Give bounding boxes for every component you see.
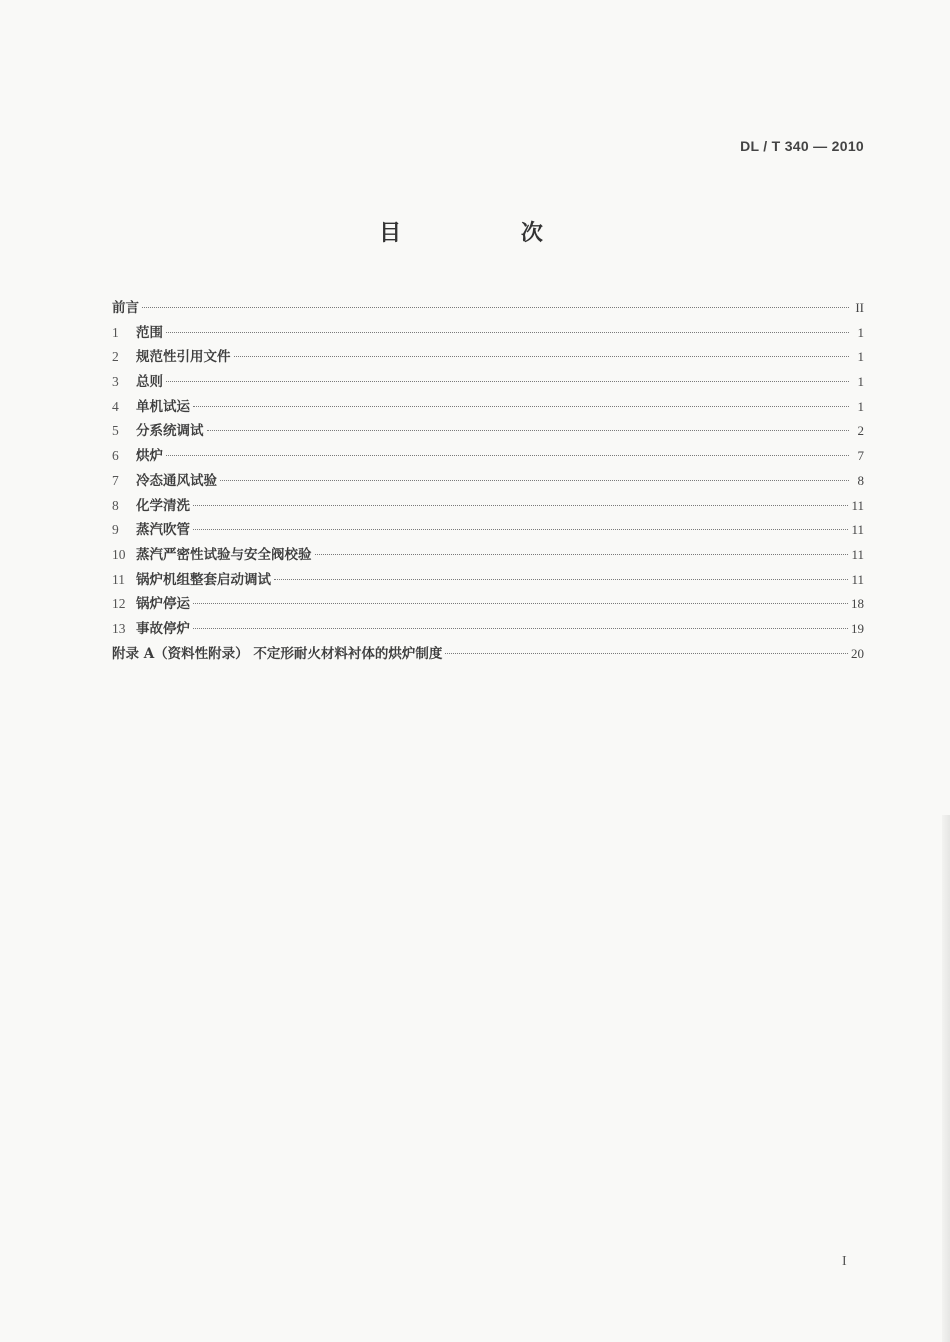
toc-entry-number: 11 <box>112 571 125 587</box>
toc-entry-label: 锅炉机组整套启动调试 <box>136 571 271 588</box>
toc-entry-13[interactable] <box>112 617 864 642</box>
footer-page-number: I <box>842 1254 847 1269</box>
toc-entry-label: 事故停炉 <box>136 620 190 637</box>
toc-entry-page: 11 <box>851 522 864 538</box>
toc-entry-page: 11 <box>851 497 864 513</box>
toc-leader <box>274 579 848 580</box>
toc-leader <box>193 505 848 506</box>
toc-entry-label: 前言 <box>112 300 139 316</box>
toc-entry-1[interactable] <box>112 321 864 346</box>
toc-entry-4[interactable] <box>112 395 864 420</box>
toc-entry-number: 2 <box>112 349 119 365</box>
toc-entry-10[interactable] <box>112 543 864 568</box>
toc-entry-page: 20 <box>851 645 864 661</box>
toc-entry-2[interactable] <box>112 345 864 370</box>
toc-entry-label: 附录 A（资料性附录） 不定形耐火材料衬体的烘炉制度 <box>112 645 443 662</box>
toc-entry-page: 1 <box>857 349 864 365</box>
toc-entry-label: 蒸汽吹管 <box>136 522 190 539</box>
toc-entry-12[interactable] <box>112 592 864 617</box>
toc-leader <box>315 554 849 555</box>
toc-entry-number: 4 <box>112 398 119 414</box>
toc-entry-label: 锅炉停运 <box>136 596 190 613</box>
toc-entry-number: 10 <box>112 546 126 562</box>
toc-entry-number: 3 <box>112 374 119 390</box>
toc-leader <box>193 529 848 530</box>
toc-entry-page: 7 <box>857 448 864 464</box>
toc-entry-page: 18 <box>851 596 864 612</box>
toc-leader <box>220 480 849 481</box>
toc-entry-number: 12 <box>112 596 126 612</box>
toc-entry-label: 烘炉 <box>136 448 163 465</box>
toc-leader <box>166 381 849 382</box>
toc-entry-page: 1 <box>857 374 864 390</box>
toc-entry-page: 2 <box>857 423 864 439</box>
toc-entry-preface[interactable] <box>112 296 864 321</box>
toc-entry-7[interactable] <box>112 469 864 494</box>
toc-leader <box>234 356 850 357</box>
toc-leader <box>193 628 848 629</box>
toc-entry-page: 1 <box>857 324 864 340</box>
toc-entry-number: 7 <box>112 472 119 488</box>
table-of-contents <box>112 296 864 666</box>
toc-entry-number: 5 <box>112 423 119 439</box>
toc-entry-6[interactable] <box>112 444 864 469</box>
toc-leader <box>193 406 849 407</box>
toc-entry-page: 1 <box>857 398 864 414</box>
toc-leader <box>166 332 849 333</box>
toc-entry-page: 19 <box>851 620 864 636</box>
toc-entry-5[interactable] <box>112 419 864 444</box>
toc-entry-11[interactable] <box>112 568 864 593</box>
toc-entry-number: 8 <box>112 497 119 513</box>
toc-entry-label: 单机试运 <box>136 398 190 415</box>
toc-entry-number: 6 <box>112 448 119 464</box>
toc-leader <box>207 430 850 431</box>
standard-code: DL / T 340 — 2010 <box>740 138 864 154</box>
toc-entry-label: 冷态通风试验 <box>136 472 217 489</box>
toc-entry-page: 11 <box>851 571 864 587</box>
toc-entry-3[interactable] <box>112 370 864 395</box>
toc-entry-number: 9 <box>112 522 119 538</box>
toc-entry-number: 1 <box>112 324 119 340</box>
toc-entry-page: 8 <box>857 472 864 488</box>
scan-edge-shadow <box>942 815 950 1342</box>
toc-leader <box>445 653 848 654</box>
toc-entry-page: II <box>855 300 864 315</box>
toc-entry-number: 13 <box>112 620 126 636</box>
toc-leader <box>166 455 849 456</box>
toc-entry-page: 11 <box>851 546 864 562</box>
toc-entry-label: 范围 <box>136 324 163 341</box>
toc-entry-label: 化学清洗 <box>136 497 190 514</box>
toc-entry-9[interactable] <box>112 518 864 543</box>
toc-entry-label: 分系统调试 <box>136 423 204 440</box>
toc-entry-8[interactable] <box>112 494 864 519</box>
toc-entry-appendix-a[interactable] <box>112 642 864 667</box>
toc-entry-label: 总则 <box>136 374 163 391</box>
toc-entry-label: 规范性引用文件 <box>136 349 231 366</box>
toc-leader <box>142 307 849 308</box>
toc-title: 目 次 <box>379 221 599 246</box>
toc-entry-label: 蒸汽严密性试验与安全阀校验 <box>136 546 312 563</box>
toc-leader <box>193 603 848 604</box>
